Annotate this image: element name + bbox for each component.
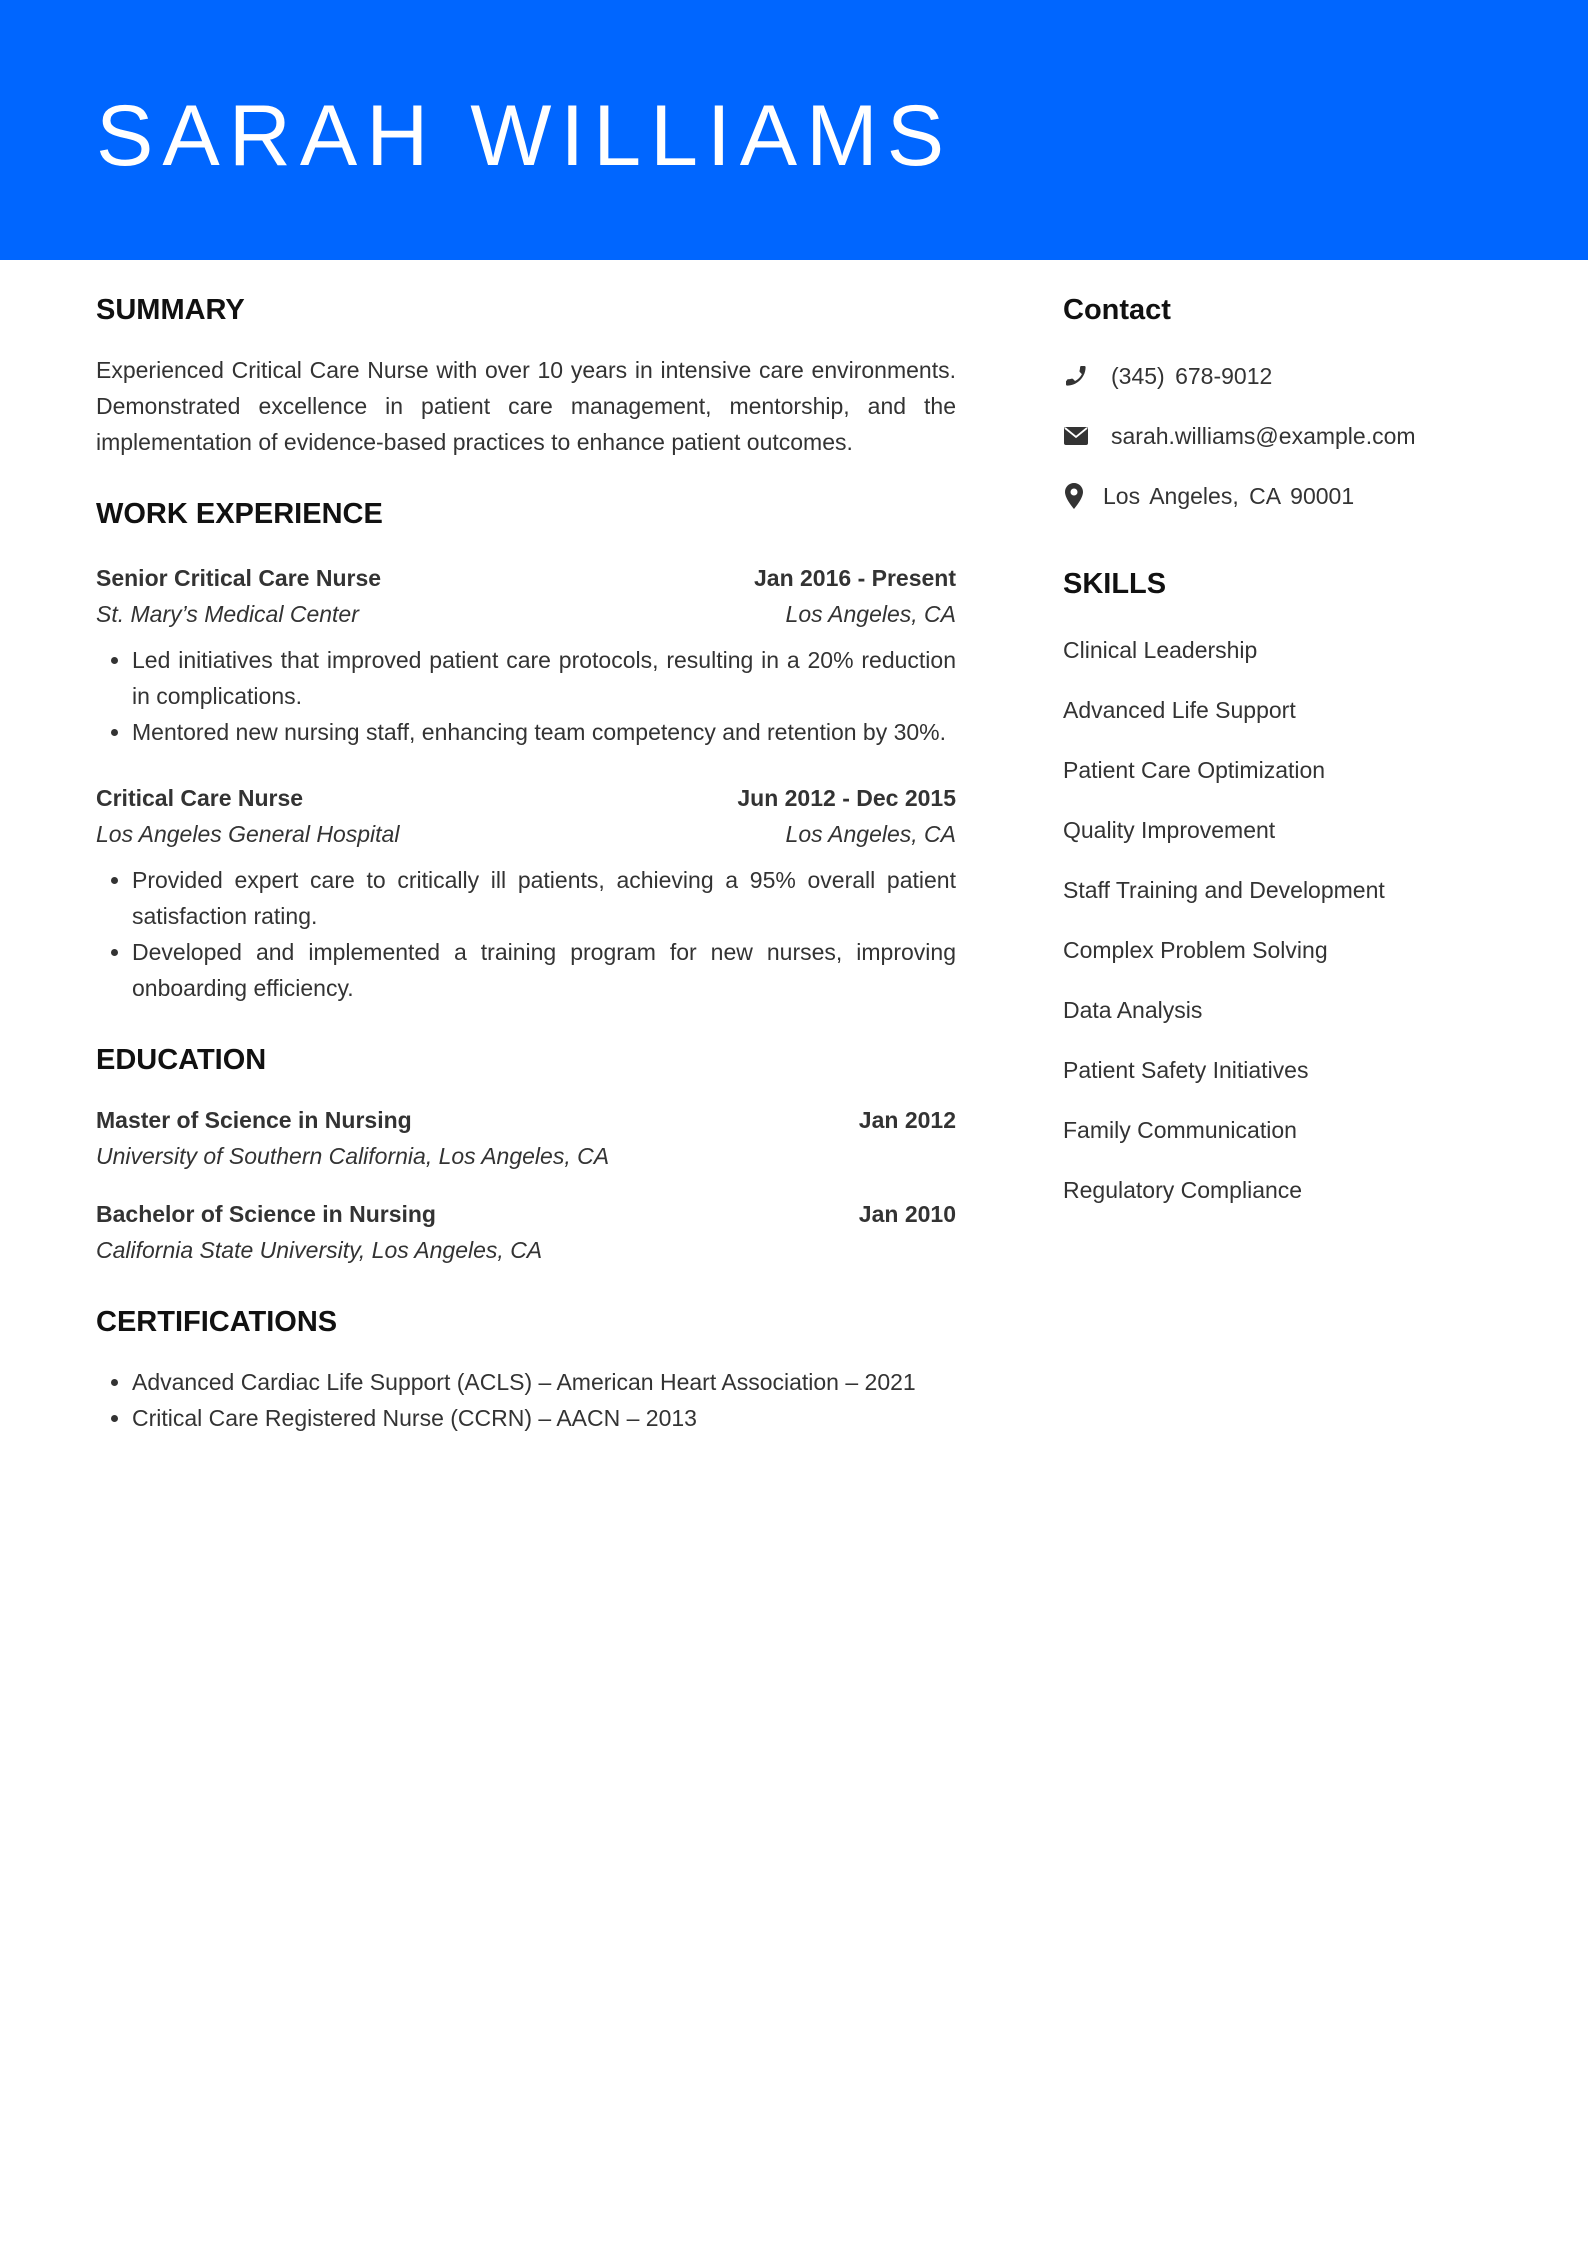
job-dates: Jan 2016 - Present bbox=[753, 565, 956, 591]
summary-title: SUMMARY bbox=[96, 294, 245, 326]
skill-item: Patient Safety Initiatives bbox=[1063, 1057, 1309, 1083]
skill-item: Patient Care Optimization bbox=[1063, 757, 1326, 783]
education-date: Jan 2012 bbox=[858, 1107, 956, 1133]
job-bullets bbox=[96, 642, 956, 750]
contact-location bbox=[1063, 478, 1523, 514]
skill-item: Family Communication bbox=[1063, 1117, 1297, 1143]
certifications-list bbox=[96, 1364, 956, 1436]
education-school: California State University, Los Angeles, CA bbox=[96, 1237, 543, 1263]
skills-title: SKILLS bbox=[1063, 568, 1167, 600]
contact-email[interactable] bbox=[1063, 418, 1523, 454]
contact-location-text: Los Angeles, CA 90001 bbox=[1103, 483, 1355, 509]
main-column bbox=[96, 290, 956, 1436]
job-entry bbox=[96, 560, 956, 750]
job-bullet: • Led initiatives that improved patient care protocols, resulting in a 20% reduction in complications. bbox=[132, 642, 956, 714]
summary-section bbox=[96, 290, 956, 460]
envelope-icon bbox=[1063, 423, 1089, 449]
job-role: Critical Care Nurse bbox=[96, 785, 304, 811]
candidate-name: SARAH WILLIAMS bbox=[96, 88, 954, 184]
education-entry bbox=[96, 1102, 956, 1174]
skill-item: Advanced Life Support bbox=[1063, 697, 1296, 723]
contact-email-text: sarah.williams@example.com bbox=[1111, 423, 1416, 449]
skill-item: Regulatory Compliance bbox=[1063, 1177, 1303, 1203]
certification-item: • Advanced Cardiac Life Support (ACLS) – American Heart Association – 2021 bbox=[132, 1364, 956, 1400]
education-title: EDUCATION bbox=[96, 1044, 267, 1076]
job-location: Los Angeles, CA bbox=[785, 601, 956, 627]
map-pin-icon bbox=[1063, 483, 1085, 509]
skills-section bbox=[1063, 564, 1523, 1208]
contact-section bbox=[1063, 290, 1523, 514]
job-bullet: • Mentored new nursing staff, enhancing team competency and retention by 30%. bbox=[132, 714, 956, 750]
job-role: Senior Critical Care Nurse bbox=[96, 565, 382, 591]
job-bullets bbox=[96, 862, 956, 1006]
contact-phone-text: (345) 678-9012 bbox=[1111, 363, 1273, 389]
skill-item: Complex Problem Solving bbox=[1063, 937, 1328, 963]
job-dates: Jun 2012 - Dec 2015 bbox=[737, 785, 956, 811]
skill-item: Quality Improvement bbox=[1063, 817, 1276, 843]
phone-icon bbox=[1063, 363, 1089, 389]
skill-item: Clinical Leadership bbox=[1063, 637, 1258, 663]
education-entry bbox=[96, 1196, 956, 1268]
work-experience-title: WORK EXPERIENCE bbox=[96, 498, 383, 530]
contact-phone[interactable] bbox=[1063, 358, 1523, 394]
sidebar-column bbox=[1063, 290, 1523, 1232]
job-organization: St. Mary’s Medical Center bbox=[96, 601, 359, 627]
education-school: University of Southern California, Los Angeles, CA bbox=[96, 1143, 610, 1169]
certifications-section bbox=[96, 1302, 956, 1436]
skill-item: Staff Training and Development bbox=[1063, 877, 1385, 903]
education-degree: Bachelor of Science in Nursing bbox=[96, 1201, 436, 1227]
job-entry bbox=[96, 780, 956, 1006]
summary-text: Experienced Critical Care Nurse with over 10 years in intensive care environments. Demonstrated excellence in patient care management, mentorship, and the implementation of evidence-based practices to enhance patient outcomes. bbox=[96, 357, 956, 455]
skills-list bbox=[1063, 632, 1523, 1208]
certifications-title: CERTIFICATIONS bbox=[96, 1306, 338, 1338]
certification-item: • Critical Care Registered Nurse (CCRN) – AACN – 2013 bbox=[132, 1400, 956, 1436]
skill-item: Data Analysis bbox=[1063, 997, 1203, 1023]
job-location: Los Angeles, CA bbox=[785, 821, 956, 847]
education-section bbox=[96, 1040, 956, 1268]
job-bullet: • Developed and implemented a training program for new nurses, improving onboarding efficiency. bbox=[132, 934, 956, 1006]
job-organization: Los Angeles General Hospital bbox=[96, 821, 400, 847]
education-degree: Master of Science in Nursing bbox=[96, 1107, 412, 1133]
contact-title: Contact bbox=[1063, 294, 1171, 326]
work-experience-section bbox=[96, 494, 956, 1006]
job-bullet: • Provided expert care to critically ill patients, achieving a 95% overall patient satisfaction rating. bbox=[132, 862, 956, 934]
education-date: Jan 2010 bbox=[858, 1201, 956, 1227]
header-banner bbox=[0, 0, 1588, 260]
